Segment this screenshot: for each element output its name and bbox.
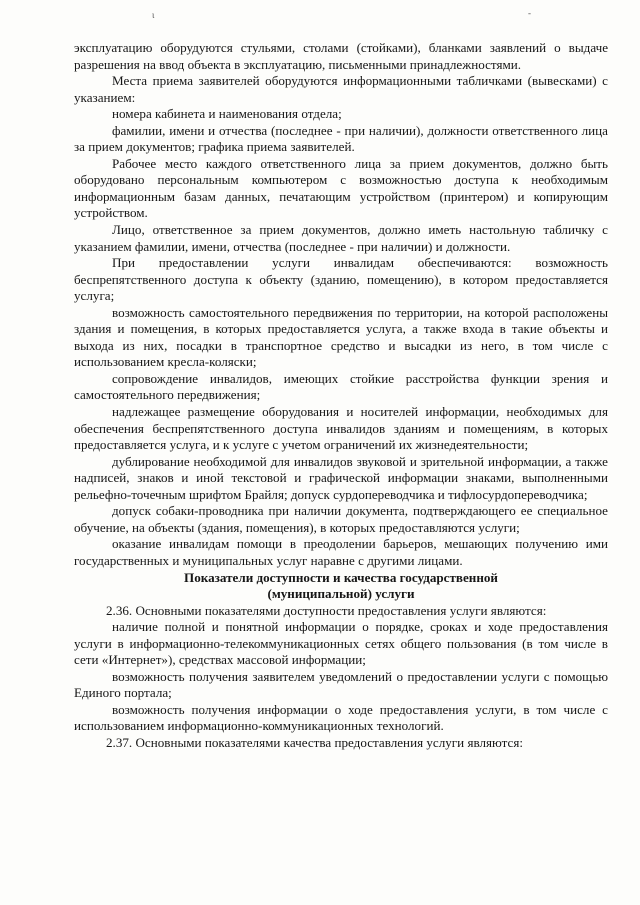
- paragraph-16: возможность получения заявителем уведомлений о предоставлении услуги с помощью Единого портала;: [74, 668, 608, 701]
- paragraph-2-36: 2.36. Основными показателями доступности предоставления услуги являются:: [106, 602, 547, 618]
- paragraph-4: фамилии, имени и отчества (последнее - при наличии), должности ответственного лица за прием документов; графика приема заявителей.: [74, 122, 608, 155]
- paragraph-1: эксплуатацию оборудуются стульями, столами (стойками), бланками заявлений о выдаче разрешения на ввод объекта в эксплуатацию, письменными принадлежностями.: [74, 40, 608, 72]
- paragraph-3: номера кабинета и наименования отдела;: [112, 106, 342, 122]
- paragraph-11: дублирование необходимой для инвалидов звуковой и зрительной информации, а также надписей, знаков и иной текстовой и графической информации знаками, выполненными рельефно-точечным шрифтом Брайля; допуск сурдопереводчика и тифлосурдопереводчика;: [74, 453, 608, 502]
- paragraph-9: сопровождение инвалидов, имеющих стойкие расстройства функции зрения и самостоятельного передвижения;: [74, 370, 608, 403]
- section-heading-line-1: Показатели доступности и качества государственной: [184, 569, 498, 585]
- paragraph-2-37: 2.37. Основными показателями качества предоставления услуги являются:: [106, 734, 524, 750]
- paragraph-12: допуск собаки-проводника при наличии документа, подтверждающего ее специальное обучение, на объекты (здания, помещения), в которых предоставляются услуги;: [74, 503, 608, 535]
- paragraph-13: оказание инвалидам помощи в преодолении барьеров, мешающих получению ими государственных и муниципальных услуг наравне с другими лицами.: [74, 536, 608, 568]
- paragraph-10: надлежащее размещение оборудования и носителей информации, необходимых для обеспечения беспрепятственного доступа инвалидов зданиям и помещениям, в которых предоставляется услуга, и к услуге с учетом ограничений их жизнедеятельности;: [74, 404, 608, 453]
- paragraph-5: Рабочее место каждого ответственного лица за прием документов, должно быть оборудовано персональным компьютером с возможностью доступа к необходимым информационным базам данных, печатающим устройством (принтером) и копирующим устройством.: [74, 155, 608, 221]
- paragraph-2: Места приема заявителей оборудуются информационными табличками (вывесками) с указанием:: [74, 73, 608, 105]
- paragraph-7: При предоставлении услуги инвалидам обеспечиваются: возможность беспрепятственного доступа к объекту (зданию, помещению), в котором предоставляется услуга;: [74, 255, 608, 304]
- paragraph-17: возможность получения информации о ходе предоставления услуги, в том числе с использованием информационно-коммуникационных технологий.: [74, 701, 608, 734]
- scan-mark-top-right: -: [528, 8, 531, 18]
- paragraph-6: Лицо, ответственное за прием документов, должно иметь настольную табличку с указанием фамилии, имени, отчества (последнее - при наличии) и должности.: [74, 222, 608, 254]
- scan-mark-top-left: ι: [152, 10, 155, 20]
- section-heading-line-2: (муниципальной) услуги: [267, 586, 415, 602]
- paragraph-8: возможность самостоятельного передвижения по территории, на которой расположены здания и помещения, в которых предоставляется услуга, а также входа в такие объекты и выхода из них, посадки в транспортное средство и высадки из него, в том числе с использованием кресла-коляски;: [74, 304, 608, 370]
- paragraph-15: наличие полной и понятной информации о порядке, сроках и ходе предоставления услуги в информационно-телекоммуникационных сетях общего пользования (в том числе в сети «Интернет»), средствах массовой информации;: [74, 619, 608, 668]
